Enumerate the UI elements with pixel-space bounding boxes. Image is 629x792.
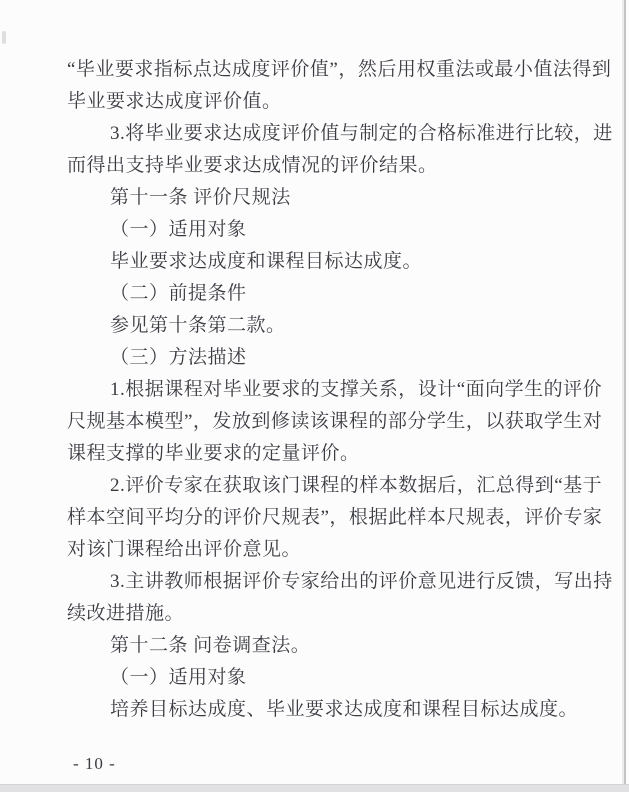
scan-smudge: [2, 31, 6, 44]
text-line: 1.根据课程对毕业要求的支撑关系，设计“面向学生的评价: [110, 379, 603, 400]
text-line: 对该门课程给出评价意见。: [67, 539, 302, 560]
text-line-subheading: （一）适用对象: [110, 219, 247, 240]
text-line: 毕业要求达成度评价值。: [67, 91, 282, 112]
text-line: 3.将毕业要求达成度评价值与制定的合格标准进行比较，进: [110, 123, 613, 144]
text-line-article-heading: 第十二条 问卷调查法。: [110, 635, 311, 656]
text-line: 3.主讲教师根据评价专家给出的评价意见进行反馈，写出持: [110, 571, 613, 592]
scan-edge-bottom: [0, 784, 629, 792]
text-line: 课程支撑的毕业要求的定量评价。: [67, 443, 360, 464]
page-number: - 10 -: [73, 754, 116, 773]
text-line-subheading: （二）前提条件: [110, 283, 247, 304]
text-line: 尺规基本模型”，发放到修读该课程的部分学生，以获取学生对: [67, 411, 603, 432]
text-line: 毕业要求达成度和课程目标达成度。: [110, 251, 423, 272]
text-line: 培养目标达成度、毕业要求达成度和课程目标达成度。: [110, 699, 579, 720]
text-line: 2.评价专家在获取该门课程的样本数据后，汇总得到“基于: [110, 475, 603, 496]
text-line: 续改进措施。: [67, 603, 185, 624]
text-line: 参见第十条第二款。: [110, 315, 286, 336]
document-body: [67, 54, 613, 726]
text-line-article-heading: 第十一条 评价尺规法: [110, 187, 291, 208]
scan-edge-right: [624, 0, 626, 792]
text-line: 样本空间平均分的评价尺规表”，根据此样本尺规表，评价专家: [67, 507, 603, 528]
text-line: 而得出支持毕业要求达成情况的评价结果。: [67, 155, 438, 176]
text-line-subheading: （三）方法描述: [110, 347, 247, 368]
text-line-subheading: （一）适用对象: [110, 667, 247, 688]
text-line: “毕业要求指标点达成度评价值”，然后用权重法或最小值法得到: [67, 59, 612, 80]
